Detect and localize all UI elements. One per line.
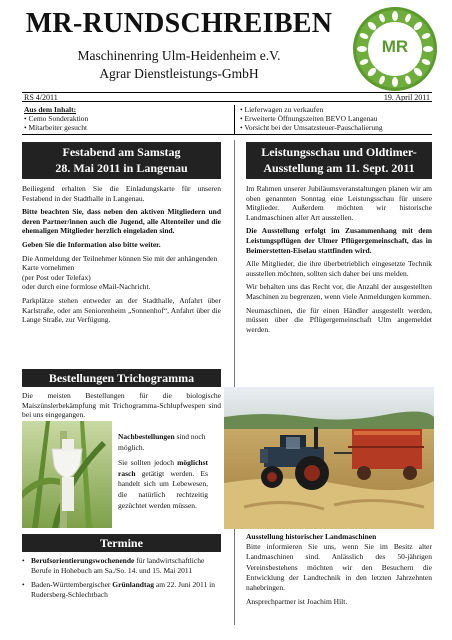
toc-item-label: Cemo Sonderaktion <box>28 114 89 123</box>
reorder-text: sind noch möglich. <box>118 432 206 452</box>
festabend-paragraph: Parkplätze stehen entweder an der Stadthalle, Anfahrt über Karlstraße, oder am Seniorenheim „Sonnenhof“, Anfahrt über die Lange Straße, zur Verfügung. <box>22 295 221 325</box>
festabend-paragraph: Bitte beachten Sie, dass neben den aktiven Mitgliedern und deren Partner/innen auch die Jugend, alle Altenteiler und die ehemaligen Mitglieder herzlich eingeladen sind. <box>22 207 221 236</box>
hint-text: Sie sollten jedoch <box>118 458 178 468</box>
festabend-paragraph <box>22 254 221 292</box>
toc-item-label: Mitarbeiter gesucht <box>28 123 88 132</box>
toc-item-label: Vorsicht bei der Umsatzsteuer-Pauschalierung <box>244 123 383 132</box>
list-item <box>22 580 221 601</box>
festabend-heading-line1: Festabend am Samstag <box>62 145 181 159</box>
list-item <box>22 556 221 577</box>
hint-emphasis: möglichst rasch <box>118 458 208 478</box>
column-divider <box>234 140 235 625</box>
company-name: Agrar Dienstleistungs-GmbH <box>99 66 259 81</box>
event-details: für landwirtschaftliche Berufe in Hohebuch am Sa./So. 14. und 15. Mai 2011 <box>31 556 205 576</box>
trichogramma-paragraph: Die meisten Bestellungen für die biologische Maiszünslerbekämpfung mit Trichogramma-Schlupfwespen sind bei uns eingegangen. <box>22 391 221 420</box>
mr-logo <box>353 7 437 91</box>
toc-heading: Aus dem Inhalt: <box>24 105 77 114</box>
leistungsschau-paragraph: Alle Mitglieder, die ihre überbetrieblich eingesetzte Technik ausstellen möchten, sollten sich daher bei uns melden. <box>246 259 432 278</box>
hint-text: getätigt werden. Es handelt sich um Lebewesen, die natürlich rechtzeitig gezüchtet werden müssen. <box>118 468 208 510</box>
historisch-section <box>246 532 432 611</box>
festabend-heading <box>22 142 221 179</box>
event-name: Berufsorientierungswochenende <box>31 556 135 565</box>
leistungsschau-heading <box>246 142 432 179</box>
termine-heading: Termine <box>22 534 221 552</box>
toc-divider <box>234 105 235 135</box>
toc-item: • Lieferwagen zu verkaufen <box>240 105 324 114</box>
trichogramma-heading: Bestellungen Trichogramma <box>22 369 221 387</box>
table-of-contents <box>22 105 432 135</box>
toc-item: • Vorsicht bei der Umsatzsteuer-Pauschalierung <box>240 123 383 132</box>
festabend-paragraph: Geben Sie die Information also bitte weiter. <box>22 239 161 249</box>
festabend-text: oder durch eine formlose eMail-Nachricht. <box>22 282 151 292</box>
issue-date: 19. April 2011 <box>383 93 430 102</box>
festabend-text: Die Anmeldung der Teilnehmer können Sie mit der anhängenden Karte vornehmen <box>22 253 218 273</box>
newsletter-title: MR-RUNDSCHREIBEN <box>25 8 333 39</box>
leistungsschau-paragraph: Neumaschinen, die für einen Händler ausgestellt werden, müssen über die Pflügergemeinschaft Ulm angemeldet werden. <box>246 305 432 334</box>
event-name: Grünlandtag <box>112 579 154 589</box>
termine-list <box>22 556 221 601</box>
leistungsschau-body <box>246 184 432 338</box>
contact-person: Ansprechpartner ist Joachim Hilt. <box>246 597 348 607</box>
toc-item-label: Erweiterte Öffnungszeiten BEVO Langenau <box>244 114 378 123</box>
leistungsschau-paragraph: Die Ausstellung erfolgt im Zusammenhang mit dem Leistungspflügen der Ulmer Pflügergemeinschaft, das in Beimerstetten-Eiselau stattfinden wird. <box>246 226 432 255</box>
toc-item-label: Lieferwagen zu verkaufen <box>244 105 324 114</box>
toc-left-column <box>24 105 224 132</box>
leistungsschau-heading-line1: Leistungsschau und Oldtimer- <box>261 145 417 159</box>
leistungsschau-paragraph: Wir behalten uns das Recht vor, die Anzahl der ausgestellten Maschinen zu begrenzen, wenn viele Anmeldungen kommen. <box>246 282 432 301</box>
leistungsschau-paragraph: Im Rahmen unserer Jubiläumsveranstaltungen planen wir am oben genannten Sonntag eine Leistungsschau für unsere Mitglieder. Außerdem möchten wir historische Landmaschinen aller Art ausstellen. <box>246 184 432 222</box>
historisch-paragraph: Bitte informieren Sie uns, wenn Sie im Besitz alter Landmaschinen sind. Anlässlich des 50-jährigen Vereinsbestehens möchten wir den Besuchern die Entwicklung der Landtechnik in den letzten Jahrzehnten nahebringen. <box>246 542 432 593</box>
historisch-heading: Ausstellung historischer Landmaschinen <box>246 532 377 541</box>
festabend-paragraph: Beiliegend erhalten Sie die Einladungskarte für unseren Festabend in der Stadthalle in Langenau. <box>22 184 221 203</box>
logo-text: MR <box>381 37 409 56</box>
issue-bar <box>22 92 432 102</box>
trichogramma-intro <box>22 391 221 424</box>
festabend-text: (per Post oder Telefax) <box>22 272 91 282</box>
leistungsschau-heading-line2: Ausstellung am 11. Sept. 2011 <box>263 161 415 175</box>
organisation-name: Maschinenring Ulm-Heidenheim e.V. <box>77 48 281 63</box>
masthead <box>0 0 452 92</box>
issue-number: RS 4/2011 <box>24 93 58 102</box>
toc-item: • Cemo Sonderaktion <box>24 114 89 123</box>
trichogramma-card-photo <box>22 421 112 528</box>
festabend-heading-line2: 28. Mai 2011 in Langenau <box>55 161 188 175</box>
toc-item: • Erweiterte Öffnungszeiten BEVO Langenau <box>240 114 378 123</box>
trichogramma-reorder <box>118 432 208 453</box>
trichogramma-details <box>118 432 208 515</box>
toc-right-column <box>240 105 432 132</box>
toc-item: • Mitarbeiter gesucht <box>24 123 88 132</box>
reorder-label: Nachbestellungen <box>118 432 175 441</box>
trichogramma-hint <box>118 458 208 511</box>
event-details: Baden-Württembergischer <box>31 579 113 589</box>
historic-tractor-photo <box>224 387 434 529</box>
event-details: am 22. Juni 2011 in Rudersberg-Schlechtbach <box>31 579 215 600</box>
festabend-body <box>22 184 221 329</box>
